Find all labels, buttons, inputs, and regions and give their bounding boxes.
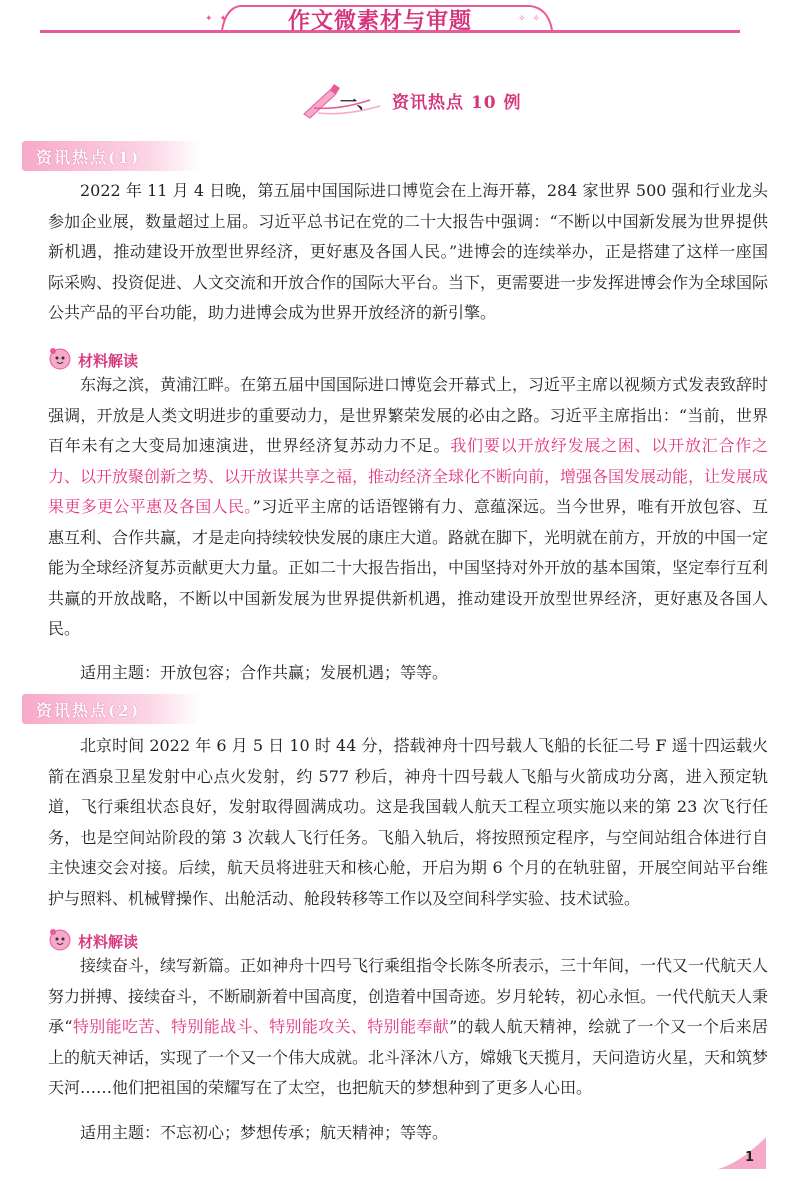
themes-2: 适用主题：不忘初心；梦想传承；航天精神；等等。 — [80, 1123, 449, 1142]
page-corner-decoration — [710, 1133, 770, 1173]
header-stars-right: ✧ ✧ — [518, 14, 542, 24]
read-paragraph-1 — [48, 370, 768, 645]
read-paragraph-2 — [48, 951, 768, 1104]
themes-1: 适用主题：开放包容；合作共赢；发展机遇；等等。 — [80, 663, 449, 682]
read-tag-2 — [48, 928, 168, 952]
page-header — [0, 0, 790, 40]
read-label-2: 材料解读 — [78, 933, 139, 951]
page-number: 1 — [744, 1150, 754, 1165]
header-stars-left: ✦ ✦ — [205, 14, 229, 24]
hot-tag-1 — [22, 141, 200, 171]
section-number: 一、 — [340, 93, 374, 113]
read-before-1: 东海之滨，黄浦江畔。在第五届中国国际进口博览会开幕式上，习近平主席以视频方式发表致辞时强调，开放是人类文明进步的重要动力，是世界繁荣发展的必由之路。习近平主席指出：“当前，世界百年未有之大变局加速演进，世界经济复苏动力不足。 — [48, 375, 769, 455]
read-after-2: ”的载人航天精神，绘就了一个又一个后来居上的航天神话，实现了一个又一个伟大成就。北斗泽沐八方，嫦娥飞天揽月，天问造访火星，天和筑梦天河……他们把祖国的荣耀写在了太空，也把航天的梦想种到了更多人心田。 — [48, 1017, 769, 1097]
read-after-1: ”习近平主席的话语铿锵有力、意蕴深远。当今世界，唯有开放包容、互惠互利、合作共赢，才是走向持续较快发展的康庄大道。路就在脚下，光明就在前方，开放的中国一定能为全球经济复苏贡献更大力量。正如二十大报告指出，中国坚持对外开放的基本国策，坚定奉行互利共赢的开放战略，不断以中国新发展为世界提供新机遇，推动建设开放型世界经济，更好惠及各国人民。 — [48, 497, 769, 638]
hot-tag-2 — [22, 694, 200, 724]
mascot-icon — [48, 928, 76, 952]
section-heading — [300, 80, 560, 120]
news-paragraph-2: 北京时间 2022 年 6 月 5 日 10 时 44 分，搭载神舟十四号载人飞船的长征二号 F 遥十四运载火箭在酒泉卫星发射中心点火发射，约 577 秒后，神舟十四号载人飞船与火箭成功分离，进入预定轨道，飞行乘组状态良好，发射取得圆满成功。这是我国载人航天工程立项实施以来的第 23 次飞行任务，也是空间站阶段的第 3 次载人飞行任务。飞船入轨后，将按照预定程序，与空间站组合体进行自主快速交会对接。后续，航天员将进驻天和核心舱，开启为期 6 个月的在轨驻留，开展空间站平台维护与照料、机械臂操作、出舱活动、舱段转移等工作以及空间科学实验、技术试验。 — [48, 736, 768, 908]
hot-tag-1-label: 资讯热点(1) — [36, 148, 141, 167]
hot-tag-2-label: 资讯热点(2) — [36, 701, 141, 720]
mascot-icon — [48, 347, 76, 371]
read-highlight-1: 我们要以开放纾发展之困、以开放汇合作之力、以开放聚创新之势、以开放谋共享之福，推动经济全球化不断向前，增强各国发展动能，让发展成果更多更公平惠及各国人民。 — [48, 436, 769, 516]
section-title: 资讯热点 10 例 — [392, 93, 522, 113]
read-highlight-2: 特别能吃苦、特别能战斗、特别能攻关、特别能奉献 — [72, 1017, 450, 1036]
read-tag-1 — [48, 347, 168, 371]
header-title: 作文微素材与审题 — [287, 9, 472, 34]
read-before-2: 接续奋斗，续写新篇。正如神舟十四号飞行乘组指令长陈冬所表示，三十年间，一代又一代航天人努力拼搏、接续奋斗，不断刷新着中国高度，创造着中国奇迹。岁月轮转，初心永恒。一代代航天人秉承“ — [48, 956, 769, 1036]
news-paragraph-1: 2022 年 11 月 4 日晚，第五届中国国际进口博览会在上海开幕，284 家世界 500 强和行业龙头参加企业展，数量超过上届。习近平总书记在党的二十大报告中强调：“不断以中国新发展为世界提供新机遇，推动建设开放型世界经济，更好惠及各国人民。”进博会的连续举办，正是搭建了这样一座国际采购、投资促进、人文交流和开放合作的国际大平台。当下，更需要进一步发挥进博会作为全球国际公共产品的平台功能，助力进博会成为世界开放经济的新引擎。 — [48, 181, 769, 322]
read-label-1: 材料解读 — [78, 352, 139, 370]
